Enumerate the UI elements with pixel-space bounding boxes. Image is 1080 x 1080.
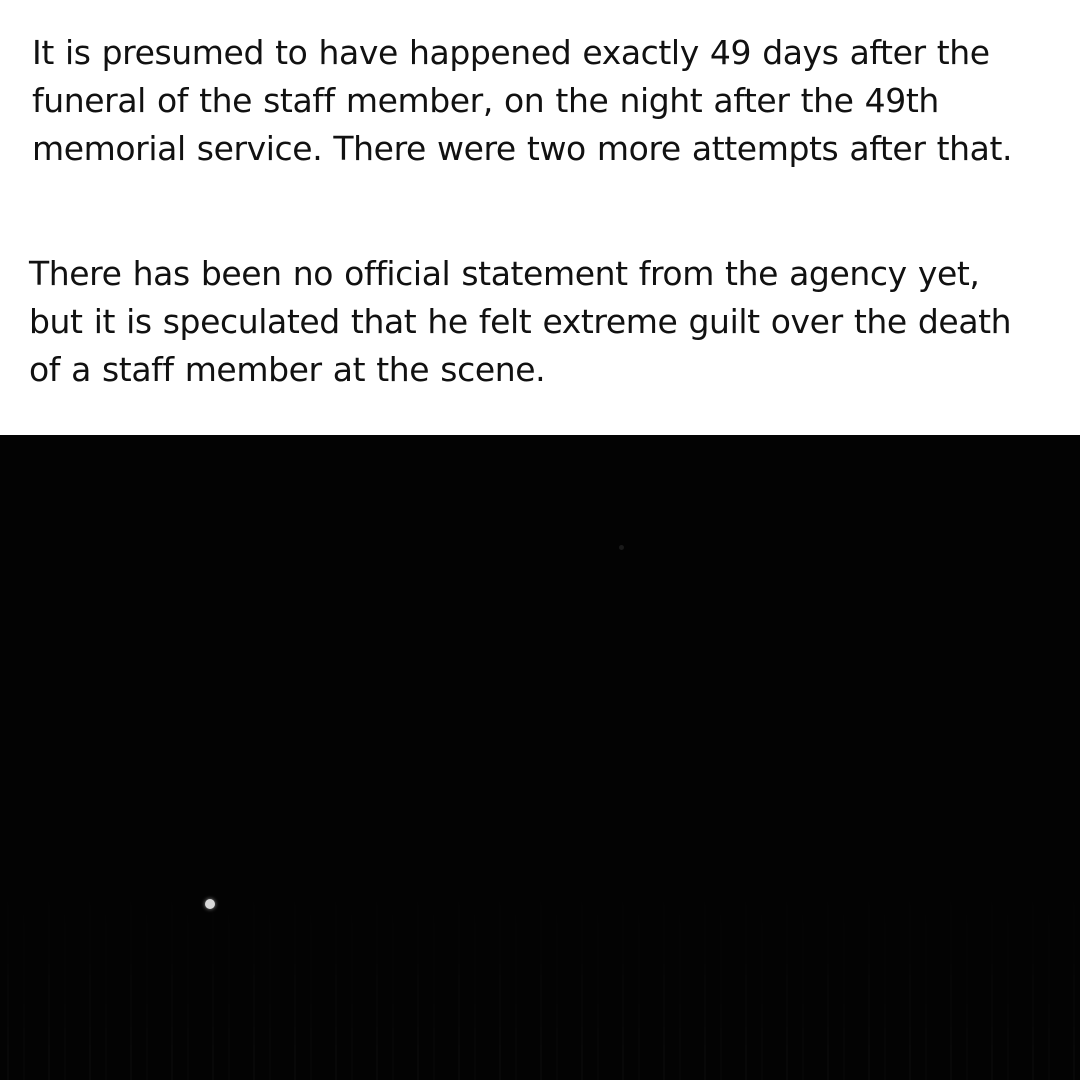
caption-paragraph-2: There has been no official statement from the agency yet, but it is speculated that he felt extreme guilt over the death of a staff member at the scene. (29, 254, 1012, 389)
faint-light (619, 545, 624, 550)
night-scene (0, 435, 1080, 1080)
caption-paragraph-1: It is presumed to have happened exactly 49 days after the funeral of the staff member, on the night after the 49th memorial service. There were two more attempts after that. (32, 33, 1013, 168)
rain-streaks (0, 870, 1080, 1080)
caption-panel (0, 0, 1080, 435)
